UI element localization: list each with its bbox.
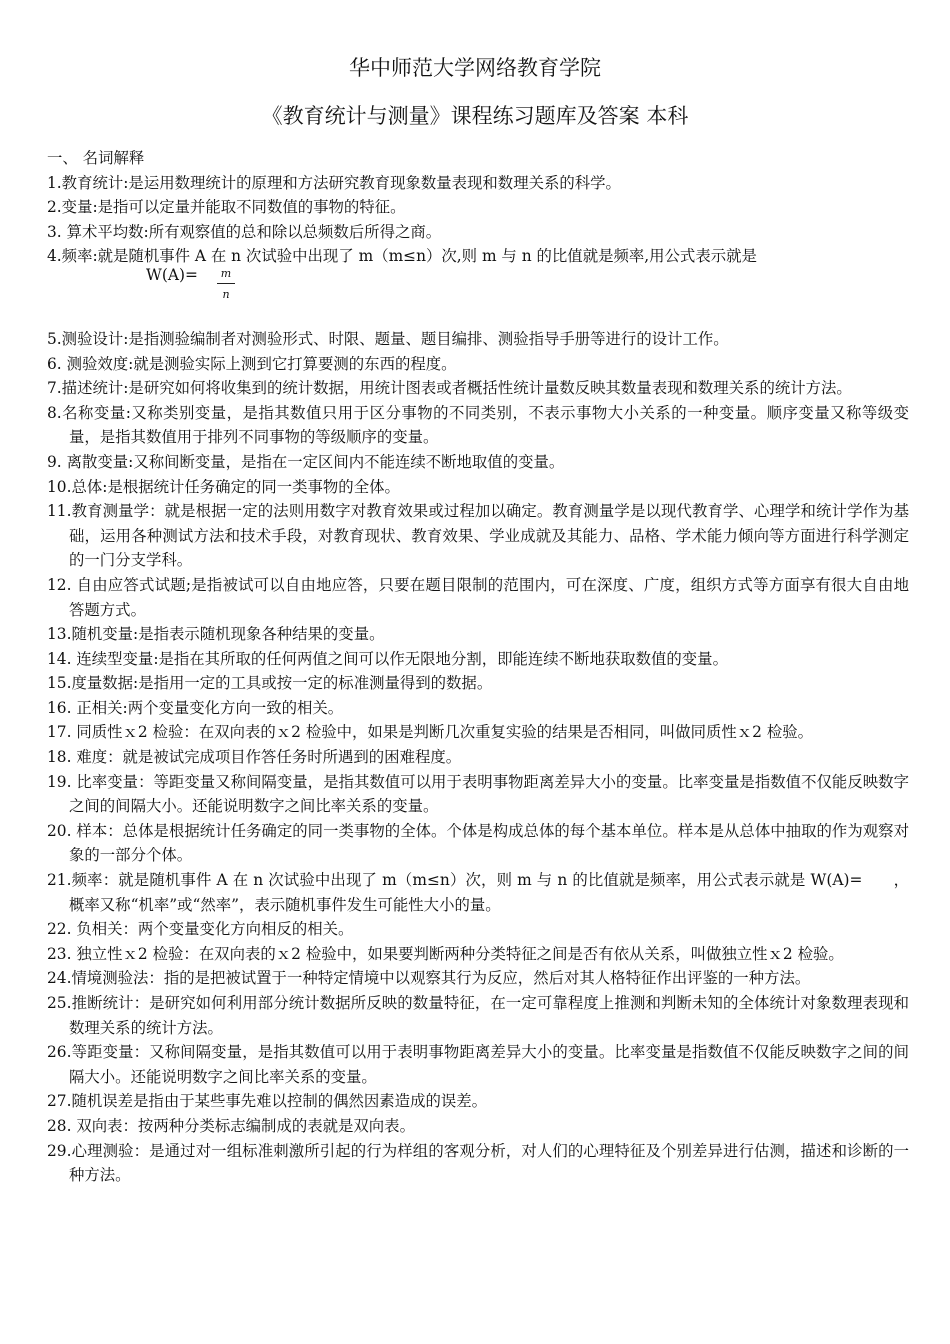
formula-numerator: m	[217, 265, 235, 284]
list-item: 3. 算术平均数:所有观察值的总和除以总频数后所得之商。	[47, 222, 442, 241]
list-item: 23. 独立性ｘ2 检验：在双向表的ｘ2 检验中，如果要判断两种分类特征之间是否有依从关系，叫做独立性ｘ2 检验。	[47, 944, 844, 963]
list-item: 24.情境测验法：指的是把被试置于一种特定情境中以观察其行为反应，然后对其人格特征作出评鉴的一种方法。	[47, 969, 811, 988]
section-heading: 一、 名词解释	[47, 149, 145, 167]
list-item: 22. 负相关：两个变量变化方向相反的相关。	[47, 920, 354, 939]
list-item: 18. 难度：就是被试完成项目作答任务时所遇到的困难程度。	[47, 748, 462, 767]
document-body	[47, 146, 909, 1188]
list-item: 25.推断统计：是研究如何利用部分统计数据所反映的数量特征，在一定可靠程度上推测和判断未知的全体统计对象数理表现和数理关系的统计方法。	[47, 994, 909, 1037]
list-item: 2.变量:是指可以定量并能取不同数值的事物的特征。	[47, 198, 406, 217]
list-item: 11.教育测量学：就是根据一定的法则用数字对教育效果或过程加以确定。教育测量学是以现代教育学、心理学和统计学作为基础，运用各种测试方法和技术手段，对教育现状、教育效果、学业成就及其能力、品格、学术能力倾向等方面进行科学测定的一门分支学科。	[47, 502, 909, 570]
course-title: 《教育统计与测量》课程练习题库及答案 本科	[261, 104, 689, 128]
list-item: 28. 双向表：按两种分类标志编制成的表就是双向表。	[47, 1116, 415, 1135]
list-item: 16. 正相关:两个变量变化方向一致的相关。	[47, 698, 344, 717]
list-item: 17. 同质性ｘ2 检验：在双向表的ｘ2 检验中，如果是判断几次重复实验的结果是否相同，叫做同质性ｘ2 检验。	[47, 723, 813, 742]
list-item: 15.度量数据:是指用一定的工具或按一定的标准测量得到的数据。	[47, 674, 493, 693]
formula-denominator: n	[222, 287, 230, 301]
list-item: 12. 自由应答式试题;是指被试可以自由地应答，只要在题目限制的范围内，可在深度、广度，组织方式等方面享有很大自由地答题方式。	[47, 575, 909, 619]
list-item: 10.总体:是根据统计任务确定的同一类事物的全体。	[47, 477, 400, 496]
list-item: 21.频率：就是随机事件 A 在 n 次试验中出现了 m（m≤n）次，则 m 与 n 的比值就是频率，用公式表示就是 W(A)= ，概率又称“机率”或“然率”，表示随机事件发生可能性大小的量。	[47, 871, 909, 914]
list-item: 4.频率:就是随机事件 A 在 n 次试验中出现了 m（m≤n）次,则 m 与 n 的比值就是频率,用公式表示就是	[47, 247, 757, 266]
list-item: 8.名称变量:又称类别变量，是指其数值只用于区分事物的不同类别，不表示事物大小关系的一种变量。顺序变量又称等级变量，是指其数值用于排列不同事物的等级顺序的变量。	[47, 403, 909, 447]
institution-title: 华中师范大学网络教育学院	[349, 56, 601, 80]
list-item: 5.测验设计:是指测验编制者对测验形式、时限、题量、题目编排、测验指导手册等进行的设计工作。	[47, 329, 729, 348]
list-item: 27.随机误差是指由于某些事先难以控制的偶然因素造成的误差。	[47, 1092, 488, 1111]
list-item: 6. 测验效度:就是测验实际上测到它打算要测的东西的程度。	[47, 354, 457, 373]
frequency-formula	[47, 265, 909, 327]
list-item: 29.心理测验：是通过对一组标准刺激所引起的行为样组的客观分析，对人们的心理特征及个别差异进行估测，描述和诊断的一种方法。	[47, 1141, 909, 1185]
list-item: 13.随机变量:是指表示随机现象各种结果的变量。	[47, 625, 385, 644]
list-item: 1.教育统计:是运用数理统计的原理和方法研究教育现象数量表现和数理关系的科学。	[47, 173, 621, 192]
list-item: 7.描述统计:是研究如何将收集到的统计数据，用统计图表或者概括性统计量数反映其数量表现和数理关系的统计方法。	[47, 379, 852, 398]
list-item: 14. 连续型变量:是指在其所取的任何两值之间可以作无限地分割，即能连续不断地获取数值的变量。	[47, 649, 728, 668]
list-item: 26.等距变量：又称间隔变量，是指其数值可以用于表明事物距离差异大小的变量。比率变量是指数值不仅能反映数字之间的间隔大小。还能说明数字之间比率关系的变量。	[47, 1043, 909, 1086]
list-item: 19. 比率变量：等距变量又称间隔变量，是指其数值可以用于表明事物距离差异大小的变量。比率变量是指数值不仅能反映数字之间的间隔大小。还能说明数字之间比率关系的变量。	[47, 772, 909, 816]
list-item: 9. 离散变量:又称间断变量，是指在一定区间内不能连续不断地取值的变量。	[47, 452, 565, 471]
list-item: 20. 样本：总体是根据统计任务确定的同一类事物的全体。个体是构成总体的每个基本单位。样本是从总体中抽取的作为观察对象的一部分个体。	[47, 821, 909, 865]
formula-lhs: W(A)=	[146, 265, 198, 284]
formula-fraction	[217, 265, 235, 304]
